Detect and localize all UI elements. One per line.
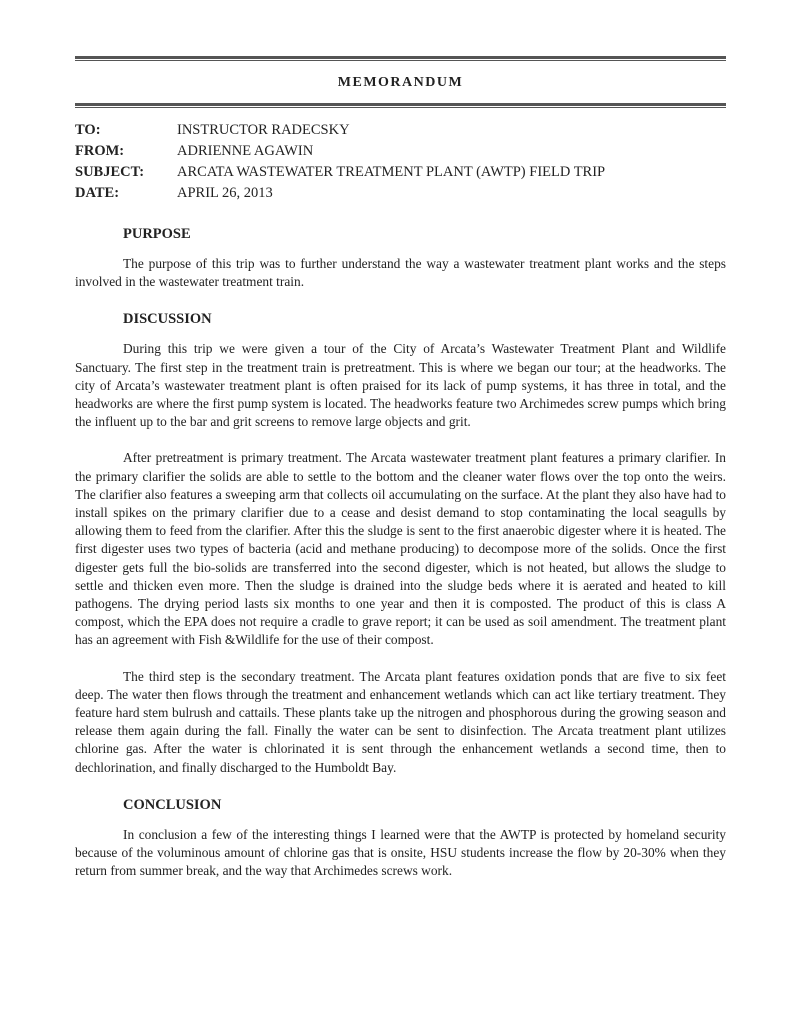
subject-label: SUBJECT: [75,164,145,180]
to-value: INSTRUCTOR RADECSKY [177,122,350,138]
memo-page [75,56,726,898]
conclusion-paragraph: In conclusion a few of the interesting things I learned were that the AWTP is protected by homeland security because of the voluminous amount of chlorine gas that is onsite, HSU students increase the flow by 20-30% when they return from summer break, and the way that Archimedes screws work. [75,826,726,879]
purpose-heading: PURPOSE [123,226,191,242]
top-rule [75,56,726,61]
title-rule [75,103,726,108]
discussion-paragraph-1: During this trip we were given a tour of the City of Arcata’s Wastewater Treatment Plant and Wildlife Sanctuary. The first step in the treatment train is pretreatment. This is where we began our tour; at the headworks. The city of Arcata’s wastewater treatment plant is often praised for its lack of pump systems, it has three in total, and the headworks are where the first pump system is located. The headworks feature two Archimedes screw pumps which bring the influent up to the bar and grit screens to remove large objects and grit. [75,341,726,430]
discussion-paragraph-3: The third step is the secondary treatment. The Arcata plant features oxidation ponds that are five to six feet deep. The water then flows through the treatment and enhancement wetlands which can act like tertiary treatment. They feature hard stem bulrush and cattails. These plants take up the nitrogen and phosphorous during the growing season and release them again during the fall. Finally the water can be sent to disinfection. The Arcata treatment plant utilizes chlorine gas. After the water is chlorinated it is sent through the enhancement wetlands a second time, then to dechlorination, and finally discharged to the Humboldt Bay. [75,668,726,775]
purpose-paragraph: The purpose of this trip was to further understand the way a wastewater treatment plant works and the steps involved in the wastewater treatment train. [75,256,726,290]
to-label: TO: [75,122,101,138]
from-label: FROM: [75,143,125,159]
date-label: DATE: [75,185,120,201]
header-row-date [75,185,605,206]
from-value: ADRIENNE AGAWIN [177,143,314,159]
header-row-to [75,122,605,143]
subject-value: ARCATA WASTEWATER TREATMENT PLANT (AWTP) FIELD TRIP [177,164,606,180]
header-row-subject [75,164,605,185]
date-value: APRIL 26, 2013 [177,185,273,201]
discussion-paragraph-2: After pretreatment is primary treatment. The Arcata wastewater treatment plant features a primary clarifier. In the primary clarifier the solids are able to settle to the bottom and the cleaner water flows over the top onto the weirs. The clarifier also features a sweeping arm that collects oil accumulating on the surface. At the plant they also have had to install spikes on the primary clarifier due to a cease and desist demand to stop contaminating the local seagulls by allowing them to feed from the clarifier. After this the sludge is sent to the first anaerobic digester where it is heated. The first digester uses two types of bacteria (acid and methane producing) to decompose more of the solids. Once the first digester gets full the bio-solids are transferred into the second digester, which is not heated, but allows the sludge to settle and thicken even more. Then the sludge is drained into the sludge beds where it is aerated and heated to kill pathogens. The drying period lasts six months to one year and then it is composted. The product of this is class A compost, which the EPA does not require a cradle to grave report; it can be used as soil amendment. The treatment plant has an agreement with Fish &Wildlife for the use of their compost. [75,450,726,648]
memo-header [75,122,605,206]
header-row-from [75,143,605,164]
conclusion-heading: CONCLUSION [123,796,222,813]
discussion-heading: DISCUSSION [123,311,212,328]
memo-title: MEMORANDUM [337,75,464,90]
